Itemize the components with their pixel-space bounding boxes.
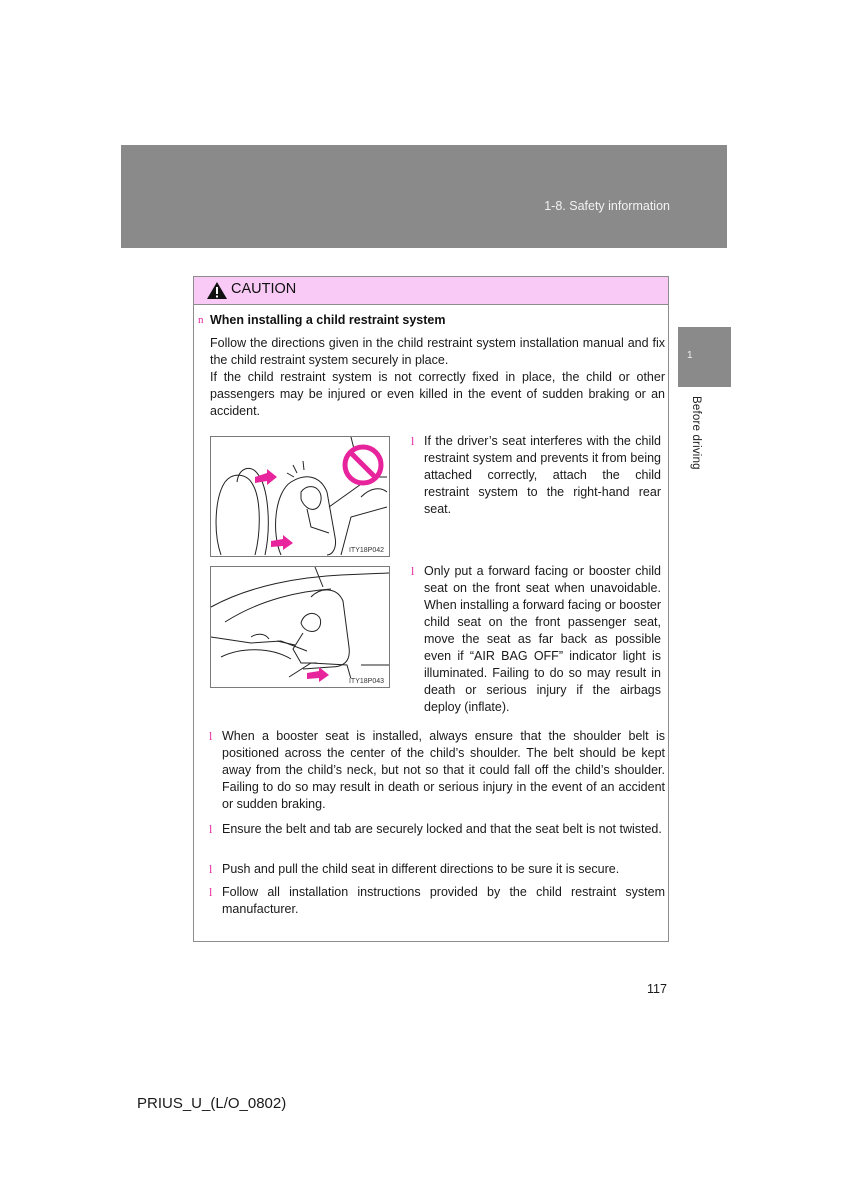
caution-label: CAUTION <box>231 281 297 297</box>
list-item: Ensure the belt and tab are securely locked and that the seat belt is not twisted. <box>222 822 662 836</box>
bullet-marker: l <box>209 885 213 899</box>
warning-triangle-icon <box>206 281 228 300</box>
chapter-label: Before driving <box>690 396 702 470</box>
bullet-marker: l <box>209 862 213 876</box>
illustration-code: ITY18P042 <box>348 547 384 554</box>
page-number: 117 <box>647 982 667 996</box>
header-band <box>121 145 727 248</box>
front-seat-drawing <box>211 567 389 687</box>
warning-paragraph: If the child restraint system is not correctly fixed in place, the child or other passengers may be injured or even killed in the event of sudden braking or an accident. <box>210 370 665 418</box>
section-marker: n <box>198 314 204 326</box>
list-item: Push and pull the child seat in different directions to be sure it is secure. <box>222 862 620 876</box>
bullet-marker: l <box>411 564 415 578</box>
list-item: When a booster seat is installed, always ensure that the shoulder belt is positioned across the center of the child’s shoulder. The belt should be kept away from the child’s neck, but not so that it could fall off the child’s shoulder. Failing to do so may result in death or serious injury in the event of an accident or sudden braking. <box>222 729 665 811</box>
list-item: Follow all installation instructions provided by the child restraint system manufacturer. <box>222 885 665 916</box>
caution-box <box>193 276 669 942</box>
illustration-rear-seat <box>210 436 390 557</box>
bullet-marker: l <box>209 729 213 743</box>
instruction-paragraph: Follow the directions given in the child restraint system installation manual and fix the child restraint system securely in place. <box>210 336 665 367</box>
bullet-marker: l <box>209 822 213 836</box>
caution-header <box>194 277 668 305</box>
section-title: When installing a child restraint system <box>210 313 446 327</box>
rear-seat-drawing <box>211 437 389 556</box>
illustration-code: ITY18P043 <box>348 678 384 685</box>
illustration-text: Only put a forward facing or booster child seat on the front seat when unavoidable. When installing a forward facing or booster child seat on the front passenger seat, move the seat as far back as possible even if “AIR BAG OFF” indicator light is illuminated. Failing to do so may result in death or serious injury if the airbags deploy (inflate). <box>424 564 661 714</box>
document-id: PRIUS_U_(L/O_0802) <box>137 1095 287 1112</box>
chapter-tab <box>678 327 731 387</box>
illustration-text: If the driver’s seat interferes with the child restraint system and prevents it from being attached correctly, attach the child restraint system to the right-hand rear seat. <box>424 434 661 516</box>
chapter-number: 1 <box>687 350 693 361</box>
bullet-marker: l <box>411 434 415 448</box>
illustration-front-seat <box>210 566 390 688</box>
section-header-title: 1-8. Safety information <box>544 199 670 213</box>
